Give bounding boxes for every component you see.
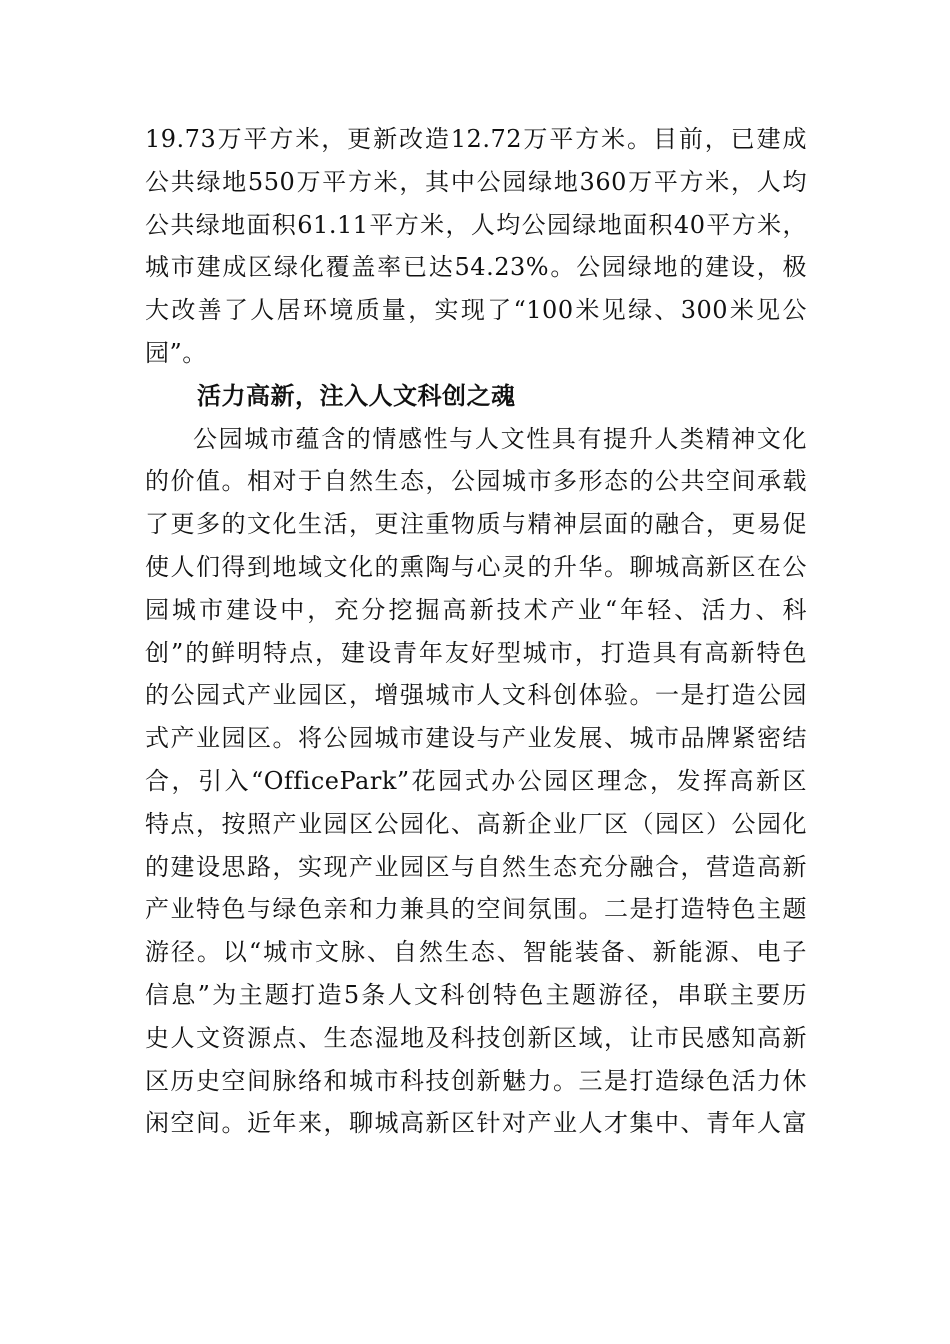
text-line: 区历史空间脉络和城市科技创新魅力。三是打造绿色活力休 bbox=[145, 1066, 807, 1095]
text-line: 闲空间。近年来，聊城高新区针对产业人才集中、青年人富 bbox=[145, 1109, 807, 1138]
text-line: 史人文资源点、生态湿地及科技创新区域，让市民感知高新 bbox=[145, 1023, 807, 1052]
text-line: 产业特色与绿色亲和力兼具的空间氛围。二是打造特色主题 bbox=[145, 895, 807, 924]
text-line: 大改善了人居环境质量，实现了“100米见绿、300米见公 bbox=[145, 296, 807, 325]
text-line: 城市建成区绿化覆盖率已达54.23%。公园绿地的建设，极 bbox=[145, 253, 807, 282]
text-line: 特点，按照产业园区公园化、高新企业厂区（园区）公园化 bbox=[145, 809, 807, 838]
text-line: 游径。以“城市文脉、自然生态、智能装备、新能源、电子 bbox=[145, 938, 807, 967]
text-line: 19.73万平方米，更新改造12.72万平方米。目前，已建成 bbox=[145, 125, 807, 153]
body-text bbox=[145, 118, 807, 1145]
text-line: 合，引入“OfficePark”花园式办公园区理念，发挥高新区 bbox=[145, 766, 807, 795]
section-heading: 活力高新，注入人文科创之魂 bbox=[197, 381, 516, 410]
text-line: 公园城市蕴含的情感性与人文性具有提升人类精神文化 bbox=[193, 424, 807, 453]
text-line: 创”的鲜明特点，建设青年友好型城市，打造具有高新特色 bbox=[145, 638, 807, 667]
text-line: 的价值。相对于自然生态，公园城市多形态的公共空间承载 bbox=[145, 467, 807, 496]
text-line: 信息”为主题打造5条人文科创特色主题游径，串联主要历 bbox=[145, 980, 807, 1009]
text-line: 公共绿地550万平方米，其中公园绿地360万平方米，人均 bbox=[145, 167, 807, 196]
text-line: 园城市建设中，充分挖掘高新技术产业“年轻、活力、科 bbox=[145, 595, 807, 624]
text-line: 了更多的文化生活，更注重物质与精神层面的融合，更易促 bbox=[145, 510, 807, 539]
text-line: 使人们得到地域文化的熏陶与心灵的升华。聊城高新区在公 bbox=[145, 552, 807, 581]
text-line: 式产业园区。将公园城市建设与产业发展、城市品牌紧密结 bbox=[145, 724, 807, 753]
text-line: 公共绿地面积61.11平方米，人均公园绿地面积40平方米， bbox=[145, 210, 807, 239]
text-line: 园”。 bbox=[145, 338, 207, 367]
text-line: 的公园式产业园区，增强城市人文科创体验。一是打造公园 bbox=[145, 681, 807, 710]
text-line: 的建设思路，实现产业园区与自然生态充分融合，营造高新 bbox=[145, 852, 807, 881]
